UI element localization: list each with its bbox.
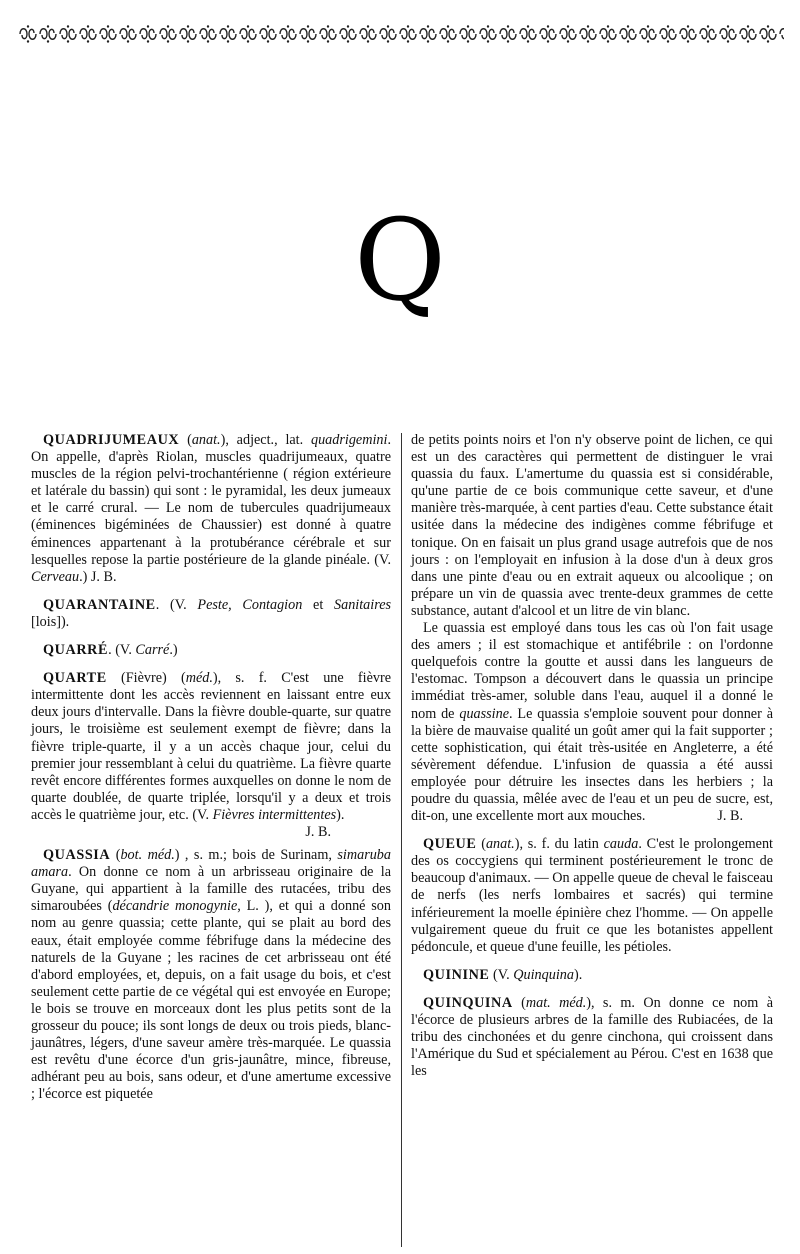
entry-text: .) J. B. <box>79 568 117 585</box>
entry-text: ). <box>336 806 345 823</box>
entry-quarre <box>31 642 391 659</box>
entry-latin: cauda <box>603 836 639 853</box>
entry-text: , L. ), et qui a donné son nom au genre quassia; cette plante, qui se plait au bord des eaux, était employée comme fébrifuge dans la médecine des naturels de la Guyane ; les racines de cet arbrisseau ont été d'abord employées, et, depuis, on a fait usage du bois, et c'est seulement cette partie de ce végétal qui est envoyée en Europe; le bois se trouve en morceaux dont les plus petits sont de la grosseur du pouce; ils sont longs de deux ou trois pieds, blanc-jaunâtres, légers, d'une saveur amère très-marquée. Le quassia est revêtu d'une écorce d'un gris-jaunâtre, mince, fibreuse, adhérant peu au bois, sans odeur, et d'une amertume excessive ; l'écorce est piquetée <box>31 898 391 1103</box>
entry-text: (V. <box>489 966 514 983</box>
entry-quinine <box>411 967 773 984</box>
entry-headword: QUARRÉ <box>43 642 109 659</box>
entry-crossref: Fièvres intermittentes <box>212 806 337 823</box>
entry-headword: QUADRIJUMEAUX <box>43 432 180 448</box>
entry-text: [lois]). <box>31 613 70 630</box>
entry-text: ). <box>573 966 583 983</box>
entry-category: anat. <box>485 836 515 853</box>
entry-quassia <box>31 847 391 1103</box>
entry-headword: QUASSIA <box>43 847 111 864</box>
entry-text: . Le quassia s'emploie souvent pour donner à la bière de mauvaise qualité un goût amer qui la fait supporter ; cette sophistication, qui était très-usitée en Angleterre, a été sévèrement défendue. L'infusion de quassia a été aussi employée pour détruire les insectes dans les herbiers ; la poudre du quassia, mêlée avec de l'eau et un peu de sucre, est, dit-on, une excellente mort aux mouches. <box>411 705 773 825</box>
entry-crossref: Quinquina <box>513 966 574 983</box>
entry-text: ( <box>110 847 121 864</box>
column-divider <box>401 433 402 1247</box>
entry-headword: QUEUE <box>423 836 477 853</box>
entry-text: . (V. <box>155 596 198 613</box>
entry-crossref: Carré <box>135 642 170 659</box>
entry-quinquina <box>411 995 773 1080</box>
entry-text: ), s. m. On donne ce nom à l'écorce de plusieurs arbres de la famille des Rubiacées, de la tribu des cinchonées et du genre cinchona, qui croissent dans l'Amérique du Sud et spécialement au Pérou. C'est en 1638 que les <box>411 994 773 1080</box>
entry-text: ( <box>512 994 526 1011</box>
entry-text: ( <box>476 836 486 853</box>
entry-headword: QUINQUINA <box>423 994 513 1011</box>
entry-quassia-continued: de petits points noirs et l'on n'y observe point de lichen, ce qui est un des caractères qui permettent de distinguer le vrai quassia du faux. L'amertume du quassia est si considérable, qu'une partie de ce bois communique cette saveur, et d'une manière très-marquée, à cent parties d'eau. Cette substance était usitée dans la médecine des indigènes comme fébrifuge et tonique. On en faisait un plus grand usage autrefois que de nos jours : on l'employait en infusion à la dose d'un à deux gros dans une pinte d'eau ou en extrait aqueux ou alcoolique ; on prépare un vin de quassia avec trente-deux grammes de cette substance, autant d'alcool et un litre de vin blanc. <box>411 432 773 619</box>
entry-text: . On appelle, d'après Riolan, muscles quadrijumeaux, quatre muscles de la région pelvi-trochantérienne ( région extérieure et latérale du bassin) qui sont : le pyramidal, les deux jumeaux et le carré crural. — Le nom de tubercules quadrijumeaux (éminences bigéminées de Chaussier) est donné à quatre éminences appartenant à la protubérance cérébrale et sur lesquelles repose la partie postérieure de la glande pinéale. (V. <box>31 432 391 568</box>
entry-headword: QUARANTAINE <box>43 596 156 613</box>
left-column <box>31 432 391 1114</box>
entry-crossref: Cerveau <box>31 568 80 585</box>
entry-queue <box>411 836 773 956</box>
entry-quadrijumeaux: QUADRIJUMEAUX (anat.), adject., lat. quadrigemini. On appelle, d'après Riolan, muscles quadrijumeaux, quatre muscles de la région pelvi-trochantérienne ( région extérieure et latérale du bassin) qui sont : le pyramidal, les deux jumeaux et le carré crural. — Le nom de tubercules quadrijumeaux (éminences bigéminées de Chaussier) est donné à quatre éminences appartenant à la protubérance cérébrale et sur lesquelles repose la partie postérieure de la glande pinéale. (V. Cerveau.) J. B. <box>31 432 391 585</box>
entry-quarantaine <box>31 597 391 631</box>
entry-text: . (V. <box>108 642 136 659</box>
right-column <box>411 432 773 1091</box>
entry-category: mat. méd. <box>525 994 587 1011</box>
entry-crossref: Peste, Contagion <box>197 596 303 613</box>
entry-term: quassine <box>459 705 510 722</box>
ornamental-border <box>18 24 784 44</box>
entry-text: Le quassia est employé dans tous les cas où l'on fait usage des amers ; il est stomachique et antifébrile : on l'ordonne quelquefois contre la goutte et aussi dans les langueurs de l'estomac. Tompson a découvert dans le quassia un principe immédiat très-amer, soluble dans l'eau, auquel il a donné le nom de <box>411 620 773 722</box>
entry-category: anat. <box>191 432 221 448</box>
entry-signature: J. B. <box>717 808 743 825</box>
section-letter: Q <box>354 196 446 326</box>
entry-text: . On donne ce nom à un arbrisseau originaire de la Guyane, qui appartient à la famille des rutacées, tribu des simaroubées ( <box>31 864 391 915</box>
entry-headword: QUININE <box>423 966 490 983</box>
entry-text: ), s. f. C'est une fièvre intermittente dont les accès reviennent en laissant entre eux deux jours d'intervalle. Dans la fièvre double-quarte, sur quatre jours, le troisième est seulement exempt de fièvre; dans la fièvre triple-quarte, il y a un accès chaque jour, celui du premier jour ressemblant à celui du quatrième. La fièvre quarte revêt encore différentes formes auxquelles on donne le nom de quarte doublée, de quarte triplée, lorsqu'il y a deux et trois accès le quatrième jour, etc. (V. <box>31 670 391 823</box>
entry-text: (Fièvre) ( <box>106 670 186 687</box>
entry-text: ) , s. m.; bois de Surinam, <box>174 847 338 864</box>
entry-quassia-paragraph <box>411 620 773 825</box>
entry-quarte <box>31 670 391 841</box>
entry-category: bot. méd. <box>120 847 175 864</box>
entry-latin: quadrigemini <box>310 432 388 448</box>
entry-text: , adject., lat. <box>225 432 311 448</box>
entry-category: méd. <box>185 670 213 687</box>
entry-headword: QUARTE <box>43 670 107 687</box>
entry-crossref: Sanitaires <box>334 596 392 613</box>
entry-text: . C'est le prolongement des os coccygiens qui terminent postérieurement le tronc de beaucoup d'animaux. — On appelle queue de cheval le faisceau de nerfs (les nerfs lombaires et sacrés) qui termine inférieurement la moelle épinière chez l'homme. — On appelle vulgairement queue du fruit ce que les botanistes appellent pédoncule, et queue d'une feuille, les pétioles. <box>411 836 773 955</box>
entry-text: et <box>302 596 334 613</box>
entry-text: ), s. f. du latin <box>514 836 604 853</box>
entry-latin: simaruba amara <box>31 847 391 881</box>
entry-text: .) <box>169 642 178 659</box>
entry-signature: J. B. <box>305 823 331 840</box>
entry-classification: décandrie monogynie <box>112 898 238 915</box>
